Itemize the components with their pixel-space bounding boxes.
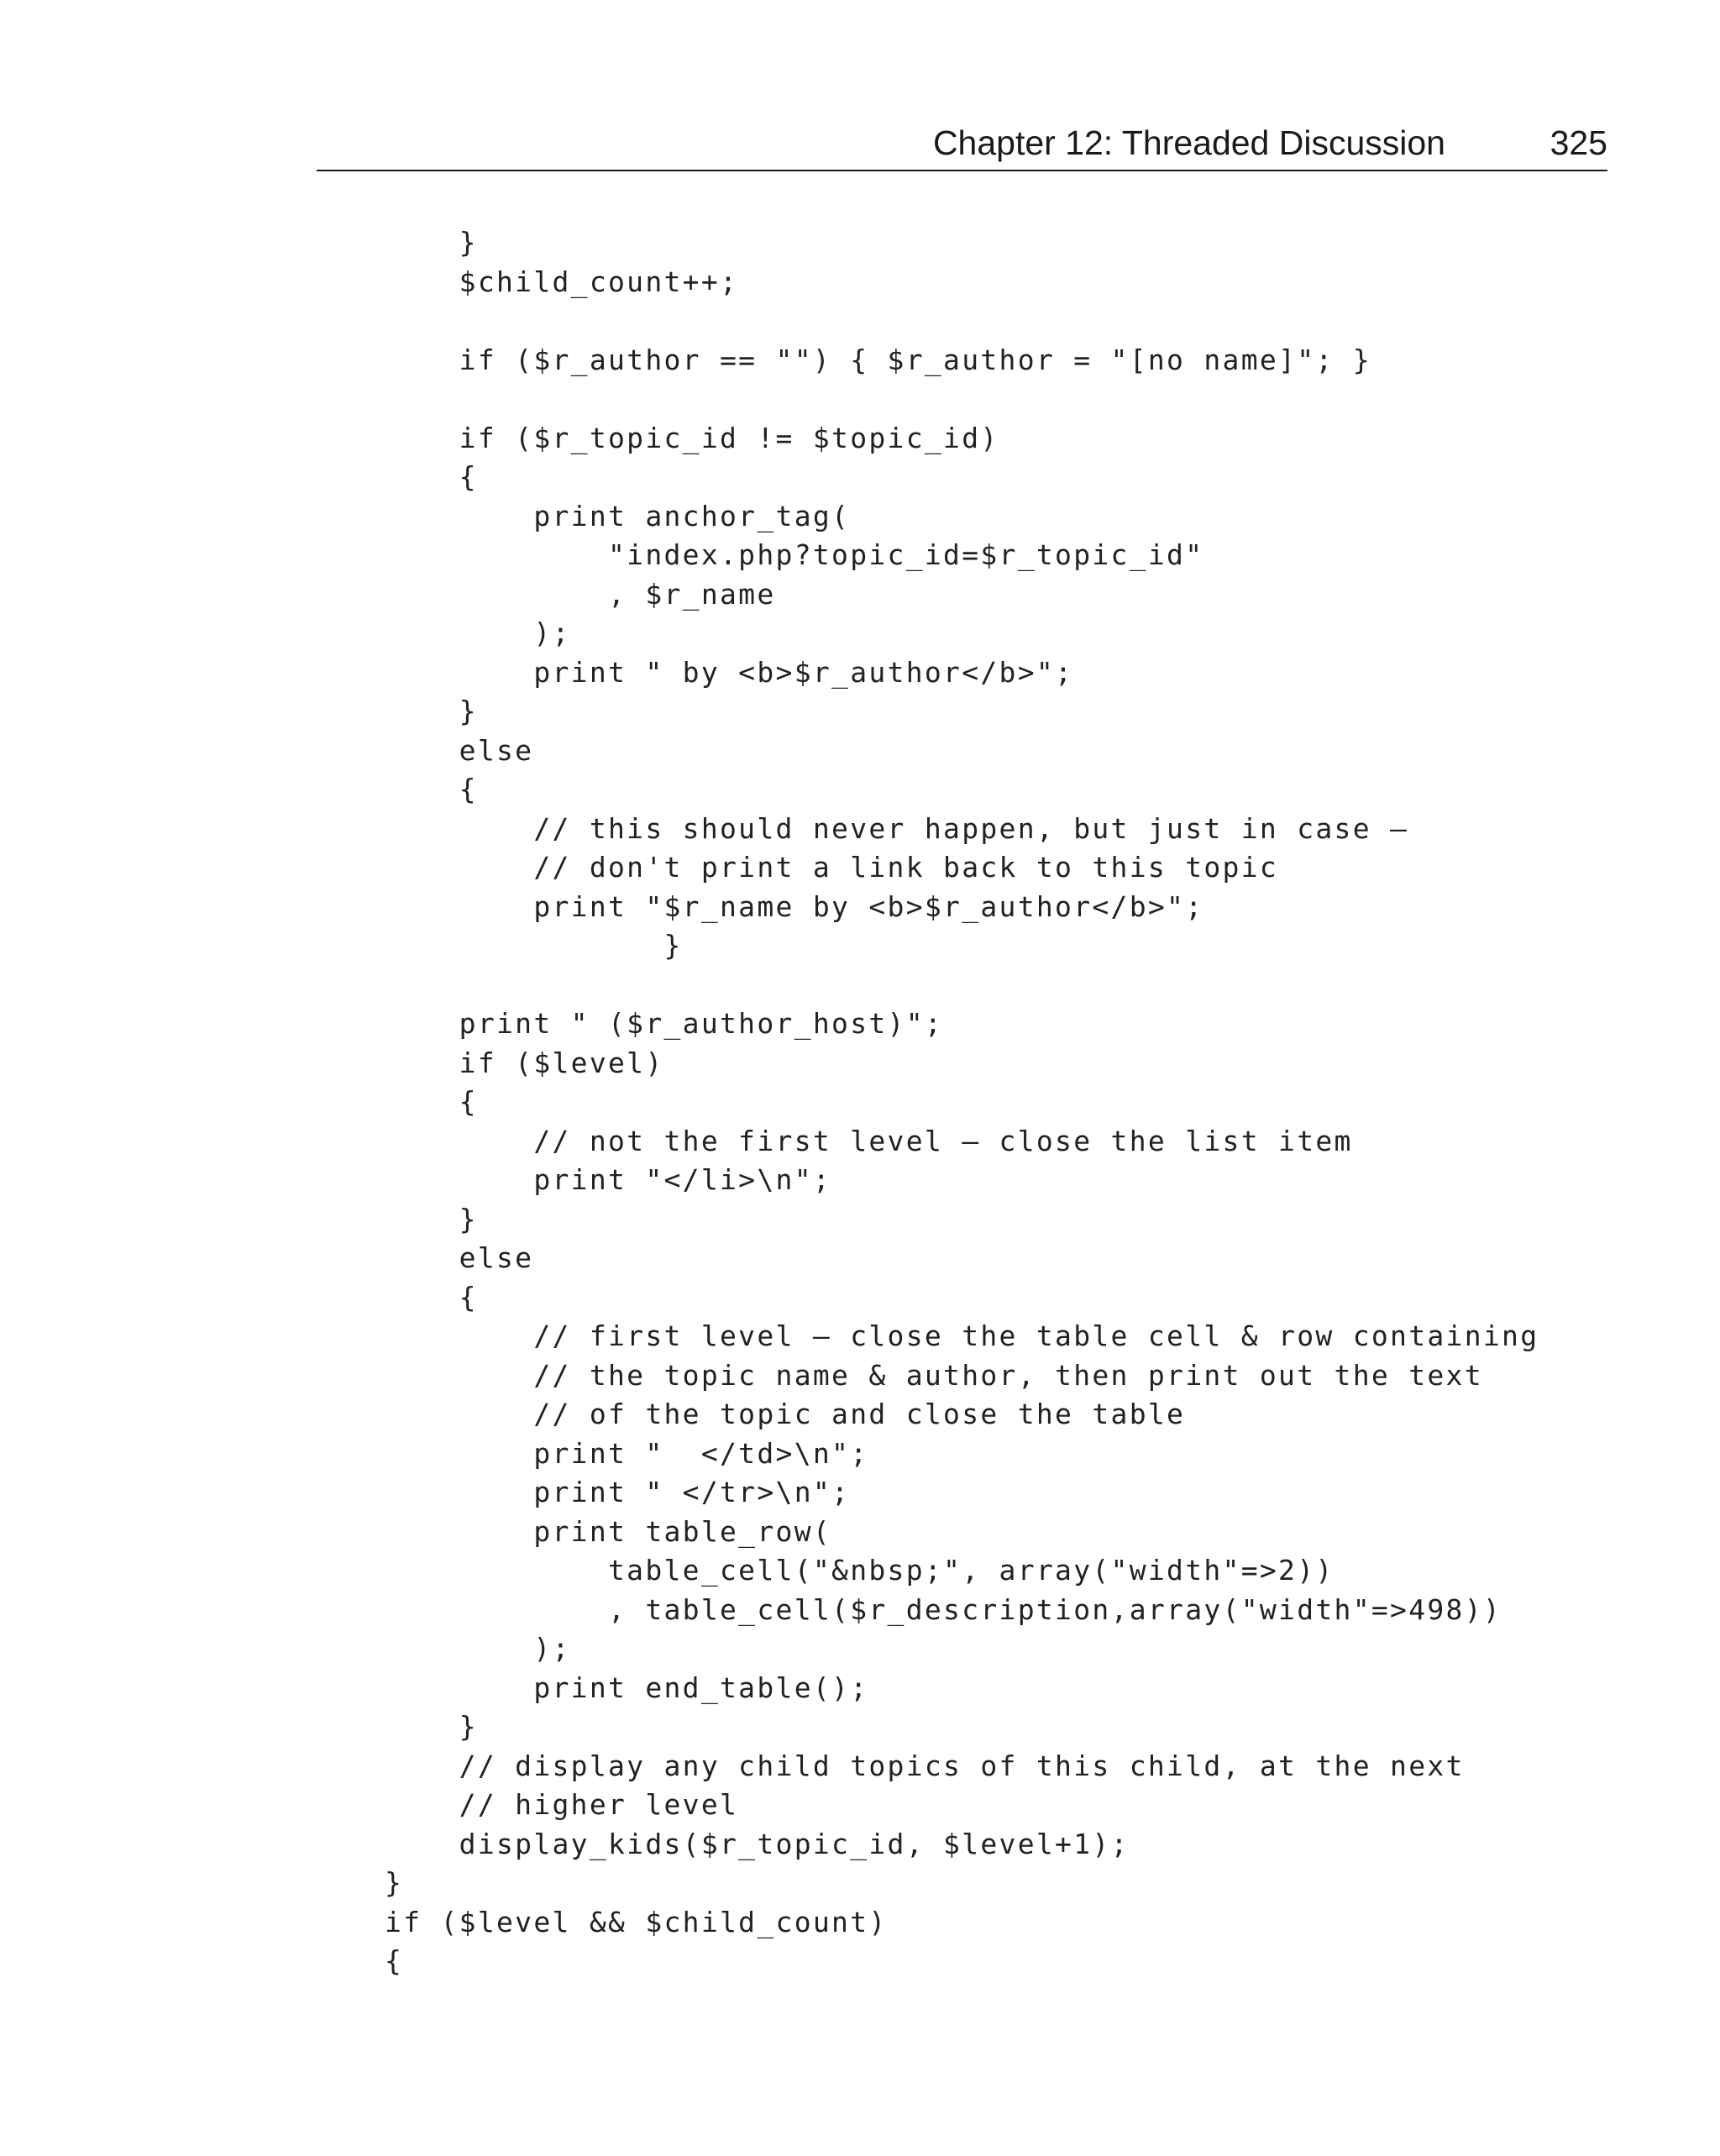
- code-line: if ($r_author == "") { $r_author = "[no name]"; }: [385, 343, 1371, 376]
- code-line: }: [385, 1202, 478, 1235]
- code-line: print table_row(: [385, 1514, 832, 1548]
- code-line: , table_cell($r_description,array("width"=>498)): [385, 1592, 1502, 1626]
- code-line: if ($level): [385, 1046, 664, 1079]
- code-line: );: [385, 1632, 571, 1665]
- code-line: print "</li>\n";: [385, 1163, 832, 1196]
- code-line: [385, 966, 1539, 1005]
- code-line: );: [385, 616, 571, 649]
- code-line: {: [385, 460, 478, 493]
- code-line: {: [385, 1085, 478, 1118]
- code-listing: [385, 223, 1539, 1981]
- code-line: "index.php?topic_id=$r_topic_id": [385, 538, 1204, 571]
- code-line: [385, 302, 1539, 341]
- code-line: // this should never happen, but just in case –: [385, 811, 1409, 845]
- code-line: print " by <b>$r_author</b>";: [385, 655, 1074, 689]
- code-line: if ($r_topic_id != $topic_id): [385, 421, 999, 454]
- code-line: {: [385, 1944, 404, 1977]
- code-line: else: [385, 1241, 534, 1274]
- code-line: print end_table();: [385, 1671, 869, 1704]
- code-line: print anchor_tag(: [385, 499, 851, 532]
- code-line: , $r_name: [385, 577, 776, 611]
- code-line: }: [385, 929, 683, 962]
- code-line: }: [385, 1866, 404, 1899]
- code-line: $child_count++;: [385, 265, 739, 298]
- code-line: {: [385, 773, 478, 805]
- code-line: // don't print a link back to this topic: [385, 851, 1279, 884]
- code-line: print " ($r_author_host)";: [385, 1007, 944, 1040]
- code-line: print " </td>\n";: [385, 1436, 869, 1470]
- code-line: else: [385, 733, 534, 767]
- code-line: // of the topic and close the table: [385, 1398, 1186, 1430]
- code-line: print " </tr>\n";: [385, 1476, 851, 1508]
- code-line: if ($level && $child_count): [385, 1905, 888, 1938]
- code-line: {: [385, 1280, 478, 1314]
- running-header: [317, 116, 1607, 171]
- code-line: // the topic name & author, then print out the text: [385, 1358, 1483, 1392]
- code-line: // display any child topics of this child, at the next: [385, 1749, 1465, 1782]
- code-line: // higher level: [385, 1788, 739, 1821]
- code-line: }: [385, 226, 478, 259]
- chapter-title: Chapter 12: Threaded Discussion: [932, 123, 1445, 162]
- code-line: }: [385, 1710, 478, 1743]
- code-line: // not the first level – close the list item: [385, 1124, 1353, 1157]
- code-line: table_cell("&nbsp;", array("width"=>2)): [385, 1554, 1335, 1587]
- code-line: print "$r_name by <b>$r_author</b>";: [385, 889, 1204, 923]
- code-line: display_kids($r_topic_id, $level+1);: [385, 1827, 1130, 1860]
- page-number: 325: [1550, 123, 1607, 162]
- code-line: }: [385, 695, 478, 727]
- code-line: [385, 380, 1539, 419]
- code-line: // first level – close the table cell & row containing: [385, 1319, 1539, 1352]
